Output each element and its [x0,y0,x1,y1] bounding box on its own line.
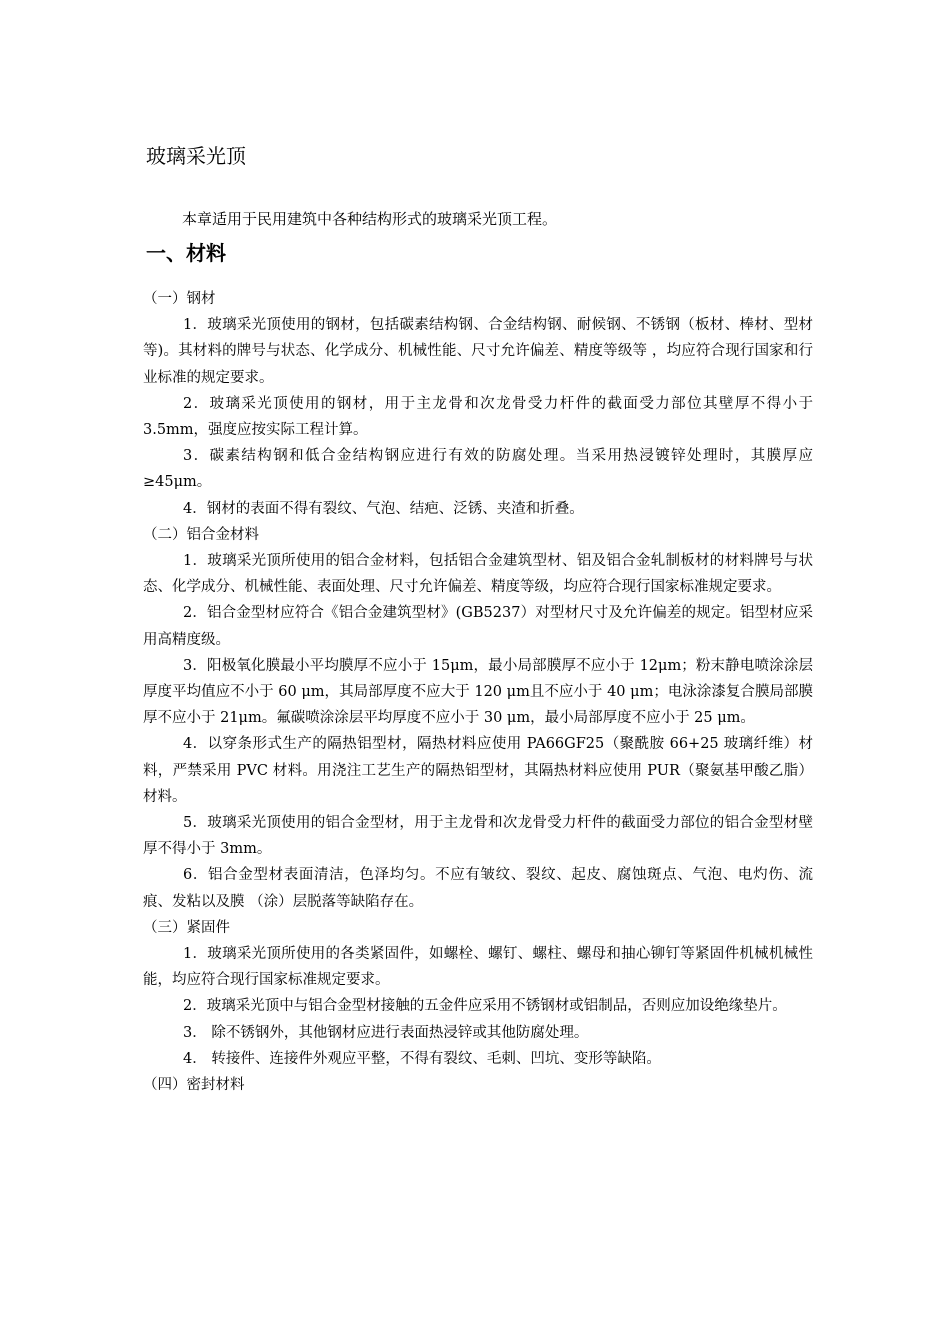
subsection-heading: （二）铝合金材料 [143,526,259,543]
paragraph: 1．玻璃采光顶所使用的各类紧固件，如螺栓、螺钉、螺柱、螺母和抽心铆钉等紧固件机械机械性能，均应符合现行国家标准规定要求。 [143,946,813,989]
subsection-heading: （四）密封材料 [143,1077,245,1094]
paragraph: 2．铝合金型材应符合《铝合金建筑型材》(GB5237）对型材尺寸及允许偏差的规定。铝型材应采用高精度级。 [143,605,813,648]
materials-content [143,286,813,1098]
paragraph: 1．玻璃采光顶使用的钢材，包括碳素结构钢、合金结构钢、耐候钢、不锈钢（板材、棒材、型材等)。其材料的牌号与状态、化学成分、机械性能、尺寸允许偏差、精度等级等 ，均应符合现行国家和行业标准的规定要求。 [143,317,813,386]
section-heading-materials: 一、材料 [146,241,226,265]
paragraph: 1．玻璃采光顶所使用的铝合金材料，包括铝合金建筑型材、铝及铝合金轧制板材的材料牌号与状态、化学成分、机械性能、表面处理、尺寸允许偏差、精度等级，均应符合现行国家标准规定要求。 [143,553,813,596]
paragraph: 2．玻璃采光顶使用的钢材，用于主龙骨和次龙骨受力杆件的截面受力部位其壁厚不得小于 3.5mm，强度应按实际工程计算。 [143,395,813,439]
subsection-fasteners [143,915,813,1072]
paragraph: 3． 除不锈钢外，其他钢材应进行表面热浸锌或其他防腐处理。 [183,1024,589,1041]
paragraph: 3．碳素结构钢和低合金结构钢应进行有效的防腐处理。当采用热浸镀锌处理时，其膜厚应≥45μm。 [143,448,813,491]
paragraph: 6．铝合金型材表面清洁，色泽均匀。不应有皱纹、裂纹、起皮、腐蚀斑点、气泡、电灼伤、流痕、发粘以及膜 （涂）层脱落等缺陷存在。 [143,867,813,910]
chapter-intro: 本章适用于民用建筑中各种结构形式的玻璃采光顶工程。 [182,210,558,228]
subsection-steel [143,286,813,522]
paragraph: 2．玻璃采光顶中与铝合金型材接触的五金件应采用不锈钢材或铝制品，否则应加设绝缘垫片。 [183,998,787,1015]
document-title: 玻璃采光顶 [146,144,246,168]
subsection-aluminum [143,522,813,915]
paragraph: 4．钢材的表面不得有裂纹、气泡、结疤、泛锈、夹渣和折叠。 [183,500,584,517]
subsection-sealants [143,1072,813,1098]
paragraph: 5．玻璃采光顶使用的铝合金型材，用于主龙骨和次龙骨受力杆件的截面受力部位的铝合金型材壁厚不得小于 3mm。 [143,815,813,858]
paragraph: 3．阳极氧化膜最小平均膜厚不应小于 15μm，最小局部膜厚不应小于 12μm；粉末静电喷涂涂层厚度平均值应不小于 60 μm，其局部厚度不应大于 120 μm且不应小于 40 μm；电泳涂漆复合膜局部膜厚不应小于 21μm。氟碳喷涂涂层平均厚度不应小于 30 μm，最小局部厚度不应小于 25 μm。 [143,657,813,727]
subsection-heading: （三）紧固件 [143,919,230,936]
subsection-heading: （一）钢材 [143,291,216,307]
paragraph: 4．以穿条形式生产的隔热铝型材，隔热材料应使用 PA66GF25（聚酰胺 66+25 玻璃纤维）材料，严禁采用 PVC 材料。用浇注工艺生产的隔热铝型材，其隔热材料应使用 PUR（聚氨基甲酸乙脂）材料。 [143,736,813,805]
paragraph: 4． 转接件、连接件外观应平整，不得有裂纹、毛刺、凹坑、变形等缺陷。 [183,1050,661,1067]
